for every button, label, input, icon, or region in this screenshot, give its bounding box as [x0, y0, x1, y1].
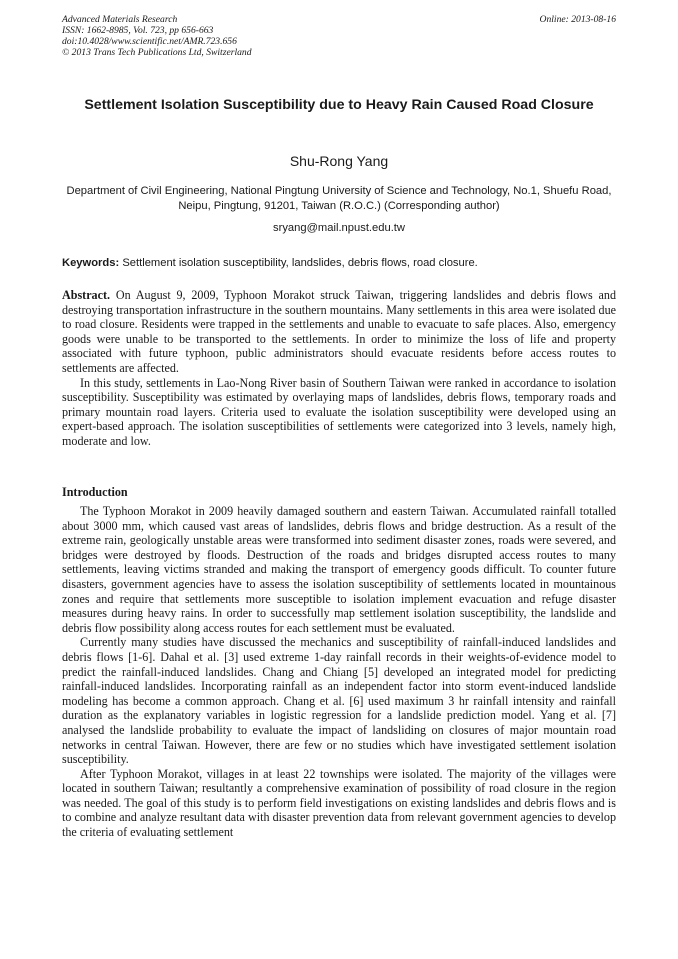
abstract	[62, 288, 616, 449]
intro-paragraph-2: Currently many studies have discussed the mechanics and susceptibility of rainfall-induced landslides and debris flows [1-6]. Dahal et al. [3] used extreme 1-day rainfall records in their weights-of-evidence model to predict the rainfall-induced landslides. Chang and Chiang [5] developed an integrated model for predicting rainfall-induced landslides. Incorporating rainfall as an independent factor into storm event-induced landslide modeling has become a common approach. Chang et al. [6] used maximum 3 hr rainfall intensity and rainfall duration as the explanatory variables in logistic regression for a landslide prediction model. Yang et al. [7] analysed the landslide probability to evaluate the impact of landsliding on closures of major mountain road networks in central Taiwan. However, there are few or no studies which have investigated settlement isolation susceptibility.	[62, 635, 616, 767]
author-affiliation: Department of Civil Engineering, National Pingtung University of Science and Technology, No.1, Shuefu Road, Neipu, Pingtung, 91201, Taiwan (R.O.C.) (Corresponding author)	[66, 185, 612, 212]
journal-header	[62, 14, 616, 58]
abstract-paragraph-1	[62, 288, 616, 376]
keywords	[62, 256, 616, 271]
keywords-text: Settlement isolation susceptibility, landslides, debris flows, road closure.	[122, 257, 478, 269]
journal-issn: ISSN: 1662-8985, Vol. 723, pp 656-663	[62, 25, 214, 36]
abstract-paragraph-2: In this study, settlements in Lao-Nong River basin of Southern Taiwan were ranked in accordance to isolation susceptibility. Susceptibility was estimated by overlaying maps of landslides, debris flows, temporary roads and primary mountain road layers. Criteria used to evaluate the isolation susceptibility were developed using an expert-based approach. The isolation susceptibilities of settlements were categorized into 3 levels, namely high, moderate and low.	[62, 375, 616, 448]
intro-paragraph-1: The Typhoon Morakot in 2009 heavily damaged southern and eastern Taiwan. Accumulated rainfall totalled about 3000 mm, which caused vast areas of landslides, debris flows and bridge destruction. As a result of the extreme rain, geologically unstable areas were transformed into sediment disaster zones, roads were severed, and bridges were destroyed by floods. Destruction of the roads and bridges disrupted access routes to many settlements, leaving victims stranded and making the transport of emergency goods difficult. To counter future disasters, government agencies have to assess the isolation susceptibility of settlements located in mountainous zones and require that settlements more susceptible to isolation implement evacuation and refuge disaster measures during heavy rains. In order to successfully map settlement isolation susceptibility, the landslide and debris flow possibility along access routes for each settlement must be evaluated.	[62, 504, 616, 635]
paper-author: Shu-Rong Yang	[289, 153, 389, 169]
journal-name: Advanced Materials Research	[62, 14, 178, 25]
journal-copyright: © 2013 Trans Tech Publications Ltd, Switzerland	[62, 47, 252, 58]
introduction-heading: Introduction	[62, 485, 128, 499]
abstract-text-1: On August 9, 2009, Typhoon Morakot struck Taiwan, triggering landslides and debris flows and destroying transportation infrastructure in the southern mountains. Many settlements in this area were isolated due to road closure. Residents were trapped in the settlements and unable to evacuate to safe places. Also, emergency goods were unable to be transported to the settlements. In order to minimize the loss of life and property associated with future typhoon, public administrators should evacuate residents before access routes to settlements are affected.	[62, 288, 616, 375]
paper-title: Settlement Isolation Susceptibility due to Heavy Rain Caused Road Closure	[84, 97, 594, 113]
intro-paragraph-3: After Typhoon Morakot, villages in at least 22 townships were isolated. The majority of the villages were located in southern Taiwan; resultantly a comprehensive examination of possibility of road closure in the region was needed. The goal of this study is to perform field investigations on existing landslides and debris flows and is to combine and analyze resultant data with disaster prevention data from relevant government agencies to develop the criteria of evaluating settlement	[62, 766, 616, 840]
abstract-label: Abstract.	[62, 288, 111, 302]
online-date: Online: 2013-08-16	[539, 14, 616, 25]
author-email: sryang@mail.npust.edu.tw	[273, 222, 405, 234]
introduction-body	[62, 504, 616, 840]
keywords-label: Keywords:	[62, 257, 120, 269]
journal-doi: doi:10.4028/www.scientific.net/AMR.723.656	[62, 36, 237, 47]
